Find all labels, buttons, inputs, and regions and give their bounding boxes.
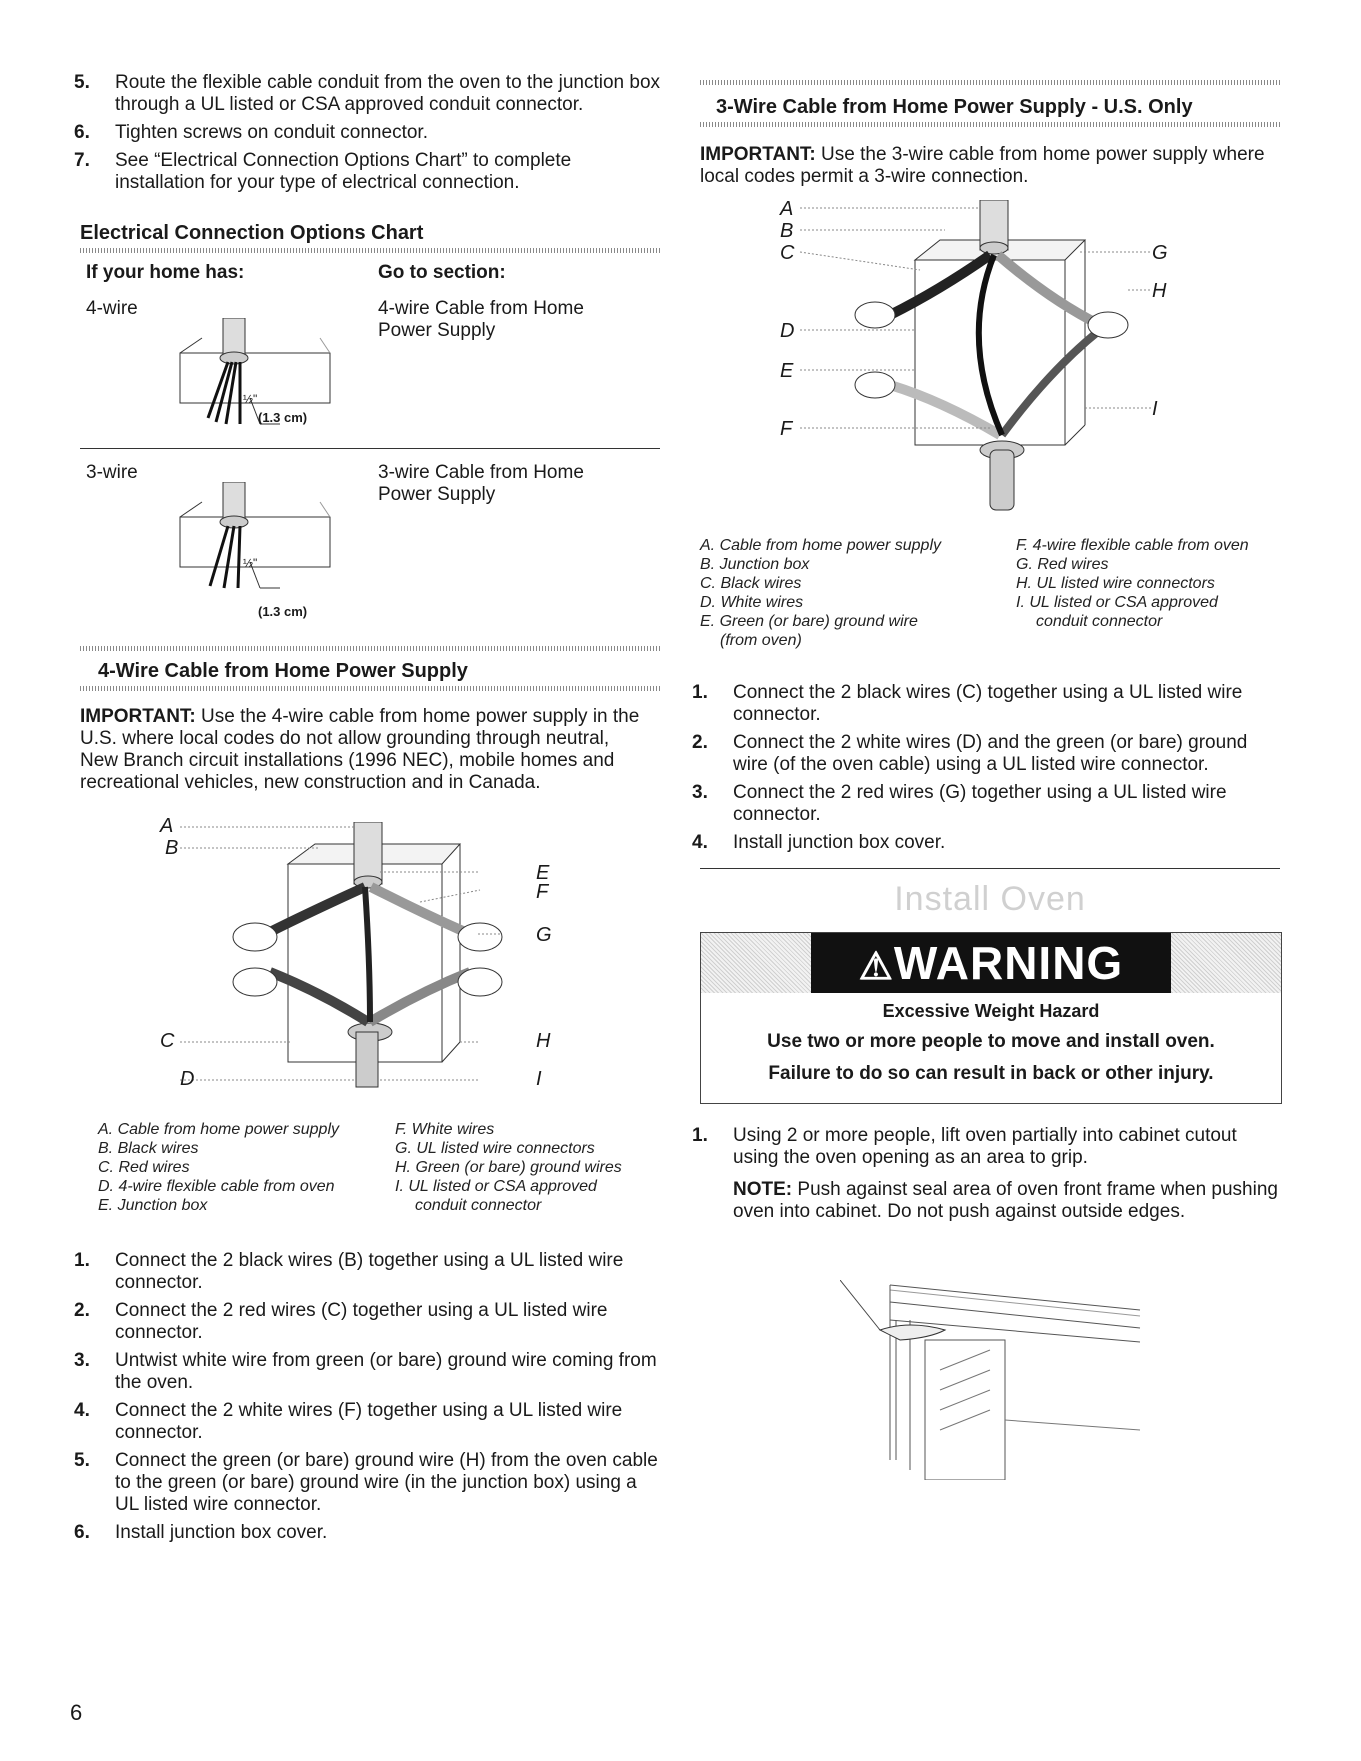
list-item: 3. Untwist white wire from green (or bare) ground wire coming from the oven.	[74, 1350, 657, 1393]
list-item: 2. Connect the 2 red wires (C) together using a UL listed wire connector.	[74, 1300, 608, 1343]
install-steps	[688, 1125, 1278, 1229]
steps-bottom-list	[70, 1250, 660, 1550]
diagram-label-g: G	[536, 924, 552, 946]
install-oven-heading: Install Oven	[894, 880, 1086, 918]
list-item: 7. See “Electrical Connection Options Chart” to complete installation for your type of electrical connection.	[74, 150, 572, 193]
list-item: 1. Connect the 2 black wires (B) together using a UL listed wire connector.	[74, 1250, 624, 1293]
note: NOTE: Push against seal area of oven front frame when pushing oven into cabinet. Do not push against outside edges.	[733, 1179, 1278, 1222]
warning-triangle-icon: ⚠	[858, 946, 894, 988]
diagram-label-g: G	[1152, 242, 1168, 264]
warning-line1: Use two or more people to move and install oven.	[767, 1031, 1215, 1052]
divider	[700, 122, 1280, 127]
list-item: 4. Connect the 2 white wires (F) together using a UL listed wire connector.	[74, 1400, 623, 1443]
diagram-label-c: C	[780, 242, 795, 264]
warning-banner: ⚠WARNING	[811, 933, 1171, 993]
divider	[80, 448, 660, 449]
list-item: 1. Connect the 2 black wires (C) together using a UL listed wire connector.	[692, 682, 1243, 725]
steps-right-list	[688, 682, 1278, 860]
diagram-label-h: H	[1152, 280, 1167, 302]
dim-cm: (1.3 cm)	[258, 410, 308, 425]
list-item: 6. Install junction box cover.	[74, 1522, 328, 1543]
diagram-label-f: F	[536, 881, 549, 903]
legend-left: A. Cable from home power supply B. Junction box C. Black wires D. White wires E. Green (or bare) ground wire (from oven)	[700, 537, 941, 649]
chart-head-col1: If your home has:	[86, 262, 245, 283]
list-item: 4. Install junction box cover.	[692, 832, 946, 853]
four-wire-junction-diagram	[170, 822, 570, 1097]
divider	[80, 686, 660, 691]
warning-subtitle: Excessive Weight Hazard	[882, 1001, 1100, 1021]
divider	[700, 80, 1280, 85]
divider	[700, 868, 1280, 869]
diagram-label-d: D	[780, 320, 795, 342]
legend-left: A. Cable from home power supply B. Black wires C. Red wires D. 4-wire flexible cable from oven E. Junction box	[98, 1121, 339, 1214]
diagram-label-i: I	[1152, 398, 1158, 420]
list-item: 5. Route the flexible cable conduit from the oven to the junction box through a UL listed or CSA approved conduit connector.	[74, 72, 661, 115]
list-item: 1. Using 2 or more people, lift oven partially into cabinet cutout using the oven opening as an area to grip. NOTE: Push against seal area of oven front frame when pushing oven into cabinet. Do not push against outside edges.	[692, 1125, 1278, 1222]
warning-line2: Failure to do so can result in back or other injury.	[768, 1063, 1214, 1084]
four-wire-illustration	[150, 318, 350, 443]
row1-col2: 4-wire Cable from Home Power Supply	[378, 298, 584, 341]
chart-head-col2: Go to section:	[378, 262, 506, 283]
dim-fraction: ½"	[243, 556, 258, 570]
diagram-label-c: C	[160, 1030, 175, 1052]
chart-title: Electrical Connection Options Chart	[80, 222, 424, 244]
list-item: 3. Connect the 2 red wires (G) together using a UL listed wire connector.	[692, 782, 1227, 825]
legend-right: F. White wires G. UL listed wire connectors H. Green (or bare) ground wires I. UL listed or CSA approved conduit connector	[395, 1121, 622, 1214]
section3-title: 3-Wire Cable from Home Power Supply - U.S. Only	[716, 96, 1193, 118]
diagram-label-h: H	[536, 1030, 551, 1052]
list-item: 2. Connect the 2 white wires (D) and the green (or bare) ground wire (of the oven cable) using a UL listed wire connector.	[692, 732, 1248, 775]
diagram-label-e: E	[536, 862, 550, 884]
diagram-label-b: B	[165, 837, 179, 859]
page-number: 6	[70, 1700, 83, 1725]
diagram-label-a: A	[780, 198, 794, 220]
row2-col1: 3-wire	[86, 462, 138, 483]
diagram-label-e: E	[780, 360, 794, 382]
row1-col1: 4-wire	[86, 298, 138, 319]
row2-col2: 3-wire Cable from Home Power Supply	[378, 462, 584, 505]
three-wire-junction-diagram	[780, 200, 1210, 520]
legend-right: F. 4-wire flexible cable from oven G. Red wires H. UL listed wire connectors I. UL listed or CSA approved conduit connector	[1016, 537, 1249, 630]
diagram-label-d: D	[180, 1068, 195, 1090]
list-item: 6. Tighten screws on conduit connector.	[74, 122, 428, 143]
steps-top-list	[70, 72, 660, 200]
diagram-label-f: F	[780, 418, 793, 440]
divider	[80, 646, 660, 651]
section4-title: 4-Wire Cable from Home Power Supply	[98, 660, 468, 682]
divider	[80, 248, 660, 253]
diagram-label-b: B	[780, 220, 794, 242]
section3-important: IMPORTANT: Use the 3-wire cable from home power supply where local codes permit a 3-wire connection.	[700, 144, 1265, 187]
dim-fraction: ½"	[243, 392, 258, 406]
oven-install-illustration	[840, 1280, 1160, 1480]
warning-box	[700, 932, 1282, 1104]
diagram-label-i: I	[536, 1068, 542, 1090]
diagram-label-a: A	[160, 815, 174, 837]
list-item: 5. Connect the green (or bare) ground wire (H) from the oven cable to the green (or bare) ground wire (in the junction box) using a UL listed wire connector.	[74, 1450, 658, 1515]
dim-cm: (1.3 cm)	[258, 604, 308, 619]
three-wire-illustration	[150, 482, 350, 607]
section4-important: IMPORTANT: Use the 4-wire cable from home power supply in the U.S. where local codes do not allow grounding through neutral, New Branch circuit installations (1996 NEC), mobile homes and recreational vehicles, new construction and in Canada.	[80, 706, 640, 793]
